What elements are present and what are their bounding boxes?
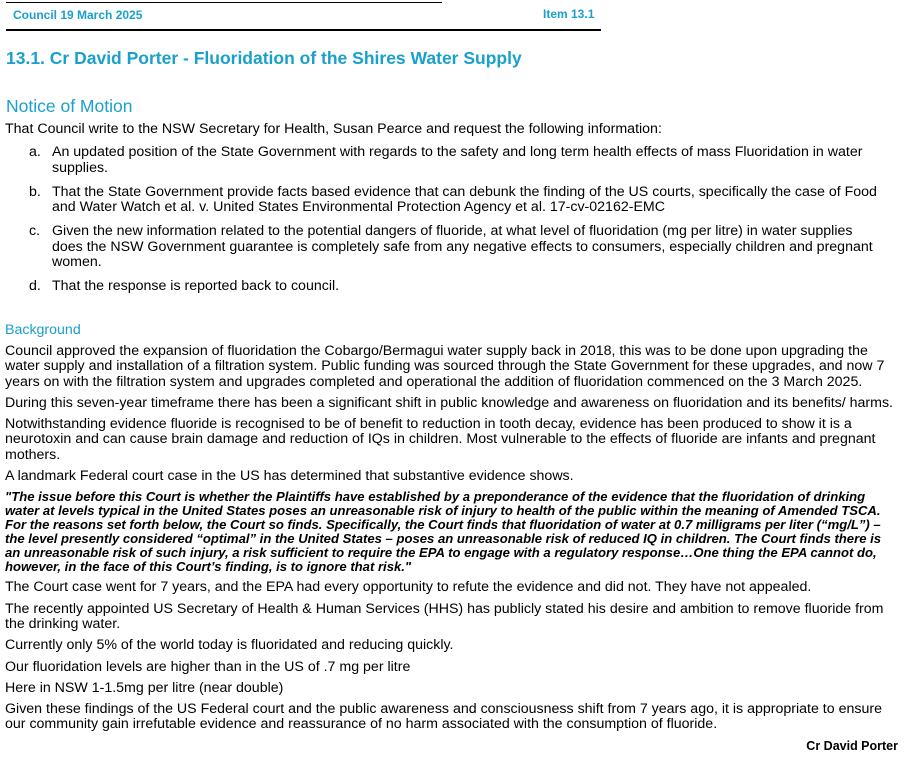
notice-of-motion-heading: Notice of Motion — [6, 96, 133, 116]
motion-item-b — [5, 185, 877, 216]
meeting-date: Council 19 March 2025 — [13, 8, 143, 22]
document-body — [5, 122, 898, 754]
motion-item-text: An updated position of the State Government with regards to the safety and long term health effects of mass Fluoridation in water supplies. — [52, 144, 863, 176]
background-paragraph: Here in NSW 1-1.5mg per litre (near double) — [5, 679, 284, 696]
header-rule-bottom — [6, 29, 601, 31]
background-paragraph: Notwithstanding evidence fluoride is recognised to be of benefit to reduction in tooth decay, evidence has been produced to show it is a neurotoxin and can cause brain damage and reduction of IQs in children. Most vulnerable to the effects of fluoride are infants and pregnant mothers. — [5, 416, 876, 463]
court-quote: "The issue before this Court is whether the Plaintiffs have established by a preponderance of the evidence that the fluoridation of drinking water at levels typical in the United States poses an unreasonable risk of injury to health of the public within the meaning of Amended TSCA. For the reasons set forth below, the Court so finds. Specifically, the Court finds that fluoridation of water at 0.7 milligrams per liter (“mg/L”) – the level presently considered “optimal” in the United States – poses an unreasonable risk of reduced IQ in children. The Court finds there is an unreasonable risk of such injury, a risk sufficient to require the EPA to engage with a regulatory response…One thing the EPA cannot do, however, in the face of this Court’s finding, is to ignore that risk." — [5, 489, 882, 575]
motion-item-marker: a. — [29, 144, 41, 161]
motion-item-text: Given the new information related to the potential dangers of fluoride, at what level of fluoridation (mg per litre) in water supplies does the NSW Government guarantee is completely safe from any negative effects to consumers, especially children and pregnant women. — [52, 223, 873, 271]
motion-item-text: That the State Government provide facts based evidence that can debunk the finding of the US courts, specifically the case of Food and Water Watch et al. v. United States Environmental Protection Agency et al. 17-cv-02162-EMC — [52, 183, 877, 216]
background-heading: Background — [5, 321, 81, 338]
motion-list — [5, 145, 898, 294]
motion-item-marker: b. — [29, 183, 41, 200]
item-number: Item 13.1 — [543, 7, 595, 21]
item-title: 13.1. Cr David Porter - Fluoridation of the Shires Water Supply — [6, 48, 522, 68]
background-paragraph: Currently only 5% of the world today is fluoridated and reducing quickly. — [5, 637, 454, 654]
header-rule-top — [6, 2, 442, 3]
background-paragraph: The recently appointed US Secretary of Health & Human Services (HHS) has publicly stated his desire and ambition to remove fluoride from the drinking water. — [5, 600, 884, 632]
background-paragraph: Council approved the expansion of fluoridation the Cobargo/Bermagui water supply back in 2018, this was to be done upon upgrading the water supply and installation of a filtration system. Public funding was sourced through the State Government for these upgrades, and now 7 years on with the filtration system and upgrades completed and operational the addition of fluoridation commenced on the 3 March 2025. — [5, 342, 885, 390]
motion-item-marker: d. — [29, 278, 41, 295]
motion-item-a — [5, 145, 877, 176]
motion-item-marker: c. — [29, 223, 41, 240]
signature: Cr David Porter — [806, 738, 898, 753]
motion-item-c — [5, 224, 877, 270]
motion-item-text: That the response is reported back to council. — [52, 278, 340, 295]
motion-item-d — [5, 279, 877, 294]
background-paragraph: A landmark Federal court case in the US has determined that substantive evidence shows. — [5, 468, 574, 485]
background-paragraph: Our fluoridation levels are higher than in the US of .7 mg per litre — [5, 658, 411, 675]
motion-intro: That Council write to the NSW Secretary for Health, Susan Pearce and request the following information: — [5, 121, 662, 137]
background-paragraph: Given these findings of the US Federal court and the public awareness and consciousness shift from 7 years ago, it is appropriate to ensure our community gain irrefutable evidence and reassurance of no harm associated with the consumption of fluoride. — [5, 701, 882, 733]
background-paragraph: During this seven-year timeframe there has been a significant shift in public knowledge and awareness on fluoridation and its benefits/ harms. — [5, 394, 893, 411]
background-paragraph: The Court case went for 7 years, and the EPA had every opportunity to refute the evidence and did not. They have not appealed. — [5, 579, 812, 596]
